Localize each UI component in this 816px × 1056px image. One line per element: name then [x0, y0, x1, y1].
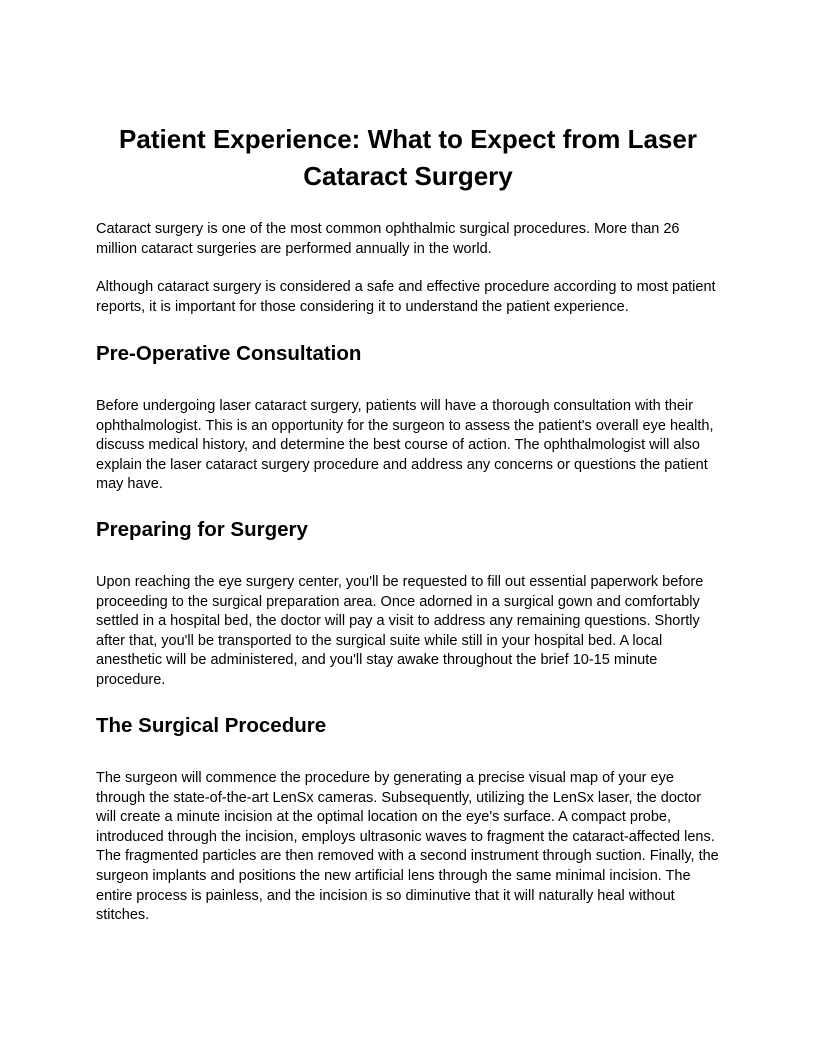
section-body-pre-operative-consultation: Before undergoing laser cataract surgery, patients will have a thorough consultation with their ophthalmologist. This is an opportunity for the surgeon to assess the patient's overall eye health, discuss medical history, and determine the best course of action. The ophthalmologist will also explain the laser cataract surgery procedure and address any concerns or questions the patient may have.	[96, 398, 714, 493]
section-body-surgical-procedure: The surgeon will commence the procedure by generating a precise visual map of your eye through the state-of-the-art LenSx cameras. Subsequently, utilizing the LenSx laser, the doctor will create a minute incision at the optimal location on the eye's surface. A compact probe, introduced through the incision, employs ultrasonic waves to fragment the cataract-affected lens. The fragmented particles are then removed with a second instrument through suction. Finally, the surgeon implants and positions the new artificial lens through the same minimal incision. The entire process is painless, and the incision is so diminutive that it will naturally heal without stitches.	[96, 770, 719, 924]
section-heading-pre-operative-consultation: Pre-Operative Consultation	[96, 342, 362, 365]
section-body-preparing-for-surgery: Upon reaching the eye surgery center, you'll be requested to fill out essential paperwork before proceeding to the surgical preparation area. Once adorned in a surgical gown and comfortably settled in a hospital bed, the doctor will pay a visit to address any remaining questions. Shortly after that, you'll be transported to the surgical suite while still in your hospital bed. A local anesthetic will be administered, and you'll stay awake throughout the brief 10-15 minute procedure.	[96, 574, 704, 688]
section-heading-preparing-for-surgery: Preparing for Surgery	[96, 518, 308, 541]
intro-paragraph-2: Although cataract surgery is considered a safe and effective procedure according to most patient reports, it is important for those considering it to understand the patient experience.	[96, 279, 716, 315]
page-title: Patient Experience: What to Expect from Laser Cataract Surgery	[119, 124, 697, 191]
intro-paragraph-1: Cataract surgery is one of the most common ophthalmic surgical procedures. More than 26 million cataract surgeries are performed annually in the world.	[96, 221, 680, 257]
section-heading-surgical-procedure: The Surgical Procedure	[96, 714, 327, 737]
